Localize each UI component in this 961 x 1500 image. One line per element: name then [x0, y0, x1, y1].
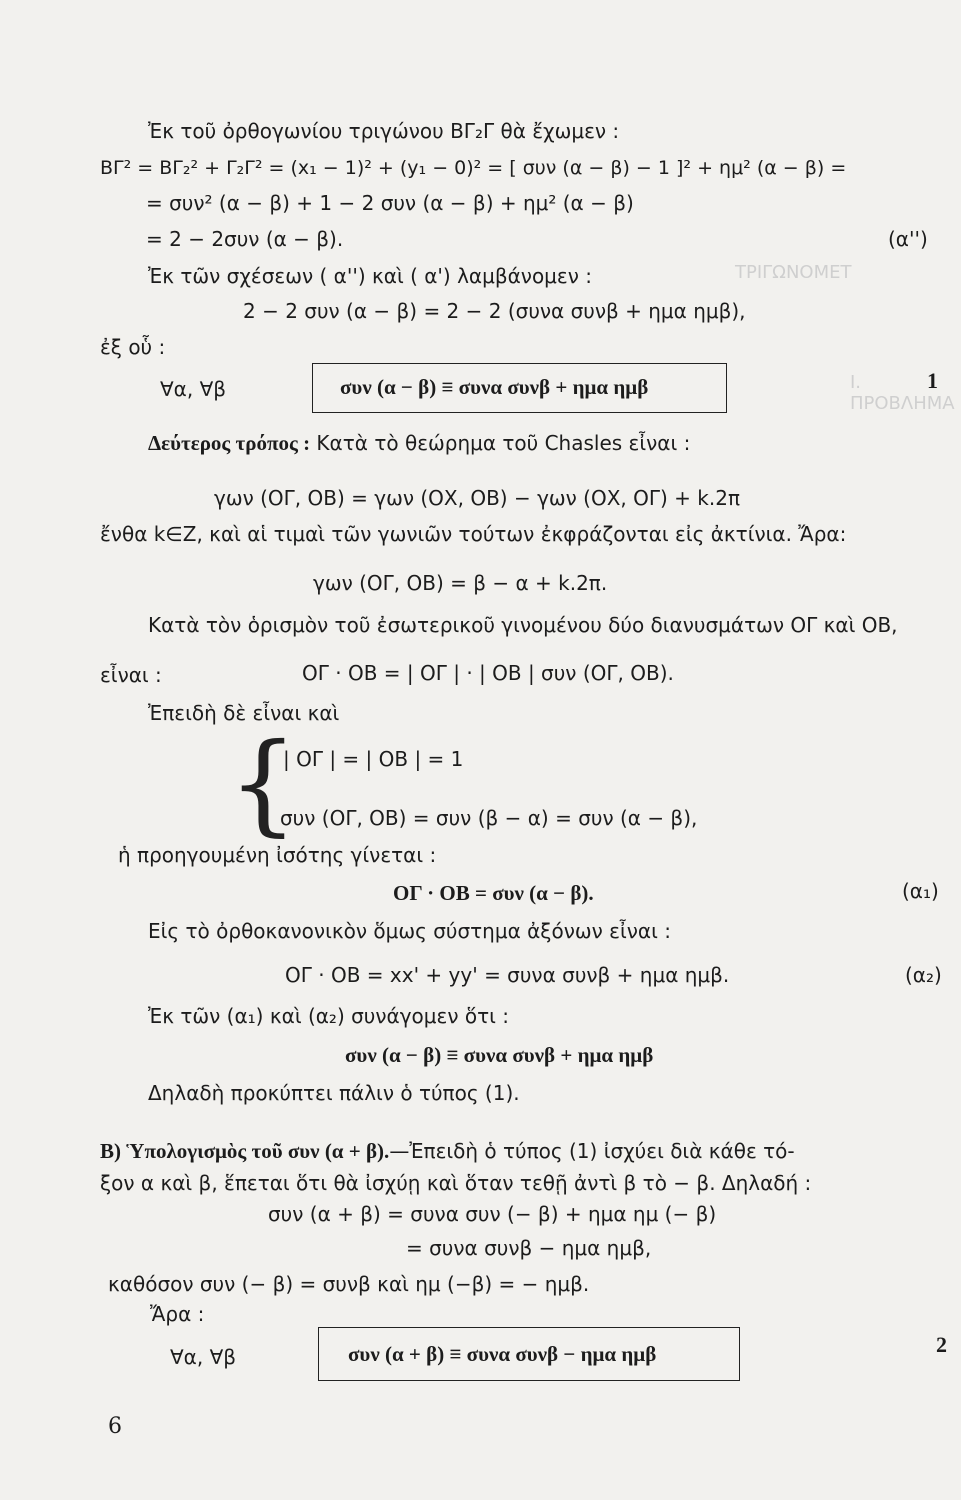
- section-label: Δεύτερος τρόπος :: [148, 431, 311, 455]
- equation-line: γων (ΟΓ, ΟΒ) = β − α + k.2π.: [313, 571, 608, 595]
- equation-line: ΒΓ² = ΒΓ₂² + Γ₂Γ² = (x₁ − 1)² + (y₁ − 0)² = [ συν (α − β) − 1 ]² + ημ² (α − β) =: [100, 157, 847, 179]
- text-line: Ἐκ τῶν σχέσεων ( α'') καὶ ( α') λαμβάνομεν :: [148, 264, 592, 288]
- equation-line: συν (α + β) = συνα συν (− β) + ημα ημ (− β): [268, 1202, 717, 1226]
- equation-line: γων (ΟΓ, ΟΒ) = γων (ΟΧ, ΟΒ) − γων (ΟΧ, ΟΓ) + k.2π: [214, 486, 741, 510]
- text-line: [100, 1138, 795, 1164]
- equation-line: = συνα συνβ − ημα ημβ,: [406, 1236, 652, 1260]
- formula-1: συν (α − β) ≡ συνα συνβ + ημα ημβ: [340, 375, 649, 399]
- formula-number-2: 2: [936, 1332, 947, 1357]
- equation-tag: (α₂): [905, 963, 942, 987]
- equation-line: ΟΓ · ΟΒ = xx' + yy' = συνα συνβ + ημα ημβ.: [285, 963, 730, 987]
- bleed-through-heading: ΤΡΙΓΩΝΟΜΕΤ: [735, 262, 852, 283]
- equation-line: συν (ΟΓ, ΟΒ) = συν (β − α) = συν (α − β),: [280, 806, 698, 830]
- text-line: Εἰς τὸ ὀρθοκανονικὸν ὅμως σύστημα ἀξόνων εἶναι :: [148, 919, 671, 943]
- equation-line: | ΟΓ | = | ΟΒ | = 1: [283, 747, 464, 771]
- text-line: ἔνθα k∈Ζ, καὶ αἱ τιμαὶ τῶν γωνιῶν τούτων ἐκφράζονται εἰς ἀκτίνια. Ἄρα:: [100, 522, 847, 546]
- bleed-through-subheading: Ι. ΠΡΟΒΛΗΜΑ: [850, 372, 955, 414]
- left-brace: {: [228, 719, 298, 847]
- text-line: ξον α καὶ β, ἕπεται ὅτι θὰ ἰσχύῃ καὶ ὅταν τεθῇ ἀντὶ β τὸ − β. Δηλαδή :: [100, 1171, 812, 1195]
- equation-line: ΟΓ · ΟΒ = συν (α − β).: [393, 881, 594, 905]
- equation-line: 2 − 2 συν (α − β) = 2 − 2 (συνα συνβ + ημα ημβ),: [243, 299, 746, 323]
- quantifier-label: ∀α, ∀β: [160, 377, 227, 401]
- text-line: Ἄρα :: [150, 1302, 205, 1326]
- text-line: Δηλαδὴ προκύπτει πάλιν ὁ τύπος (1).: [148, 1081, 520, 1105]
- equation-line: = 2 − 2συν (α − β).: [146, 227, 344, 251]
- page-number: 6: [108, 1414, 122, 1439]
- section-label: Β) Ὑπολογισμὸς τοῦ συν (α + β).: [100, 1139, 390, 1163]
- formula-number-1: 1: [927, 368, 938, 393]
- text-line: Ἐκ τοῦ ὀρθογωνίου τριγώνου ΒΓ₂Γ θὰ ἔχωμεν :: [148, 119, 620, 143]
- text-line: εἶναι :: [100, 663, 162, 687]
- equation-line: ΟΓ · ΟΒ = | ΟΓ | · | ΟΒ | συν (ΟΓ, ΟΒ).: [302, 661, 674, 685]
- quantifier-label: ∀α, ∀β: [170, 1345, 237, 1369]
- equation-tag: (α''): [888, 227, 928, 251]
- section-text: —Ἐπειδὴ ὁ τύπος (1) ἰσχύει διὰ κάθε τό-: [389, 1139, 795, 1163]
- text-line: καθόσον συν (− β) = συνβ καὶ ημ (−β) = − ημβ.: [108, 1272, 590, 1296]
- text-line: Ἐπειδὴ δὲ εἶναι καὶ: [148, 701, 340, 725]
- equation-tag: (α₁): [902, 879, 939, 903]
- text-line: Ἐκ τῶν (α₁) καὶ (α₂) συνάγομεν ὅτι :: [148, 1004, 509, 1028]
- formula-2: συν (α + β) ≡ συνα συνβ − ημα ημβ: [348, 1342, 657, 1366]
- text-line: Κατὰ τὸν ὁρισμὸν τοῦ ἐσωτερικοῦ γινομένου δύο διανυσμάτων ΟΓ καὶ ΟΒ,: [148, 613, 898, 637]
- equation-line: = συν² (α − β) + 1 − 2 συν (α − β) + ημ² (α − β): [146, 191, 634, 215]
- text-line: ἐξ οὗ :: [100, 335, 166, 359]
- text-line: [148, 430, 690, 456]
- equation-line: συν (α − β) ≡ συνα συνβ + ημα ημβ: [345, 1043, 654, 1067]
- section-text: Κατὰ τὸ θεώρημα τοῦ Chasles εἶναι :: [310, 431, 691, 455]
- text-line: ἡ προηγουμένη ἰσότης γίνεται :: [118, 843, 437, 867]
